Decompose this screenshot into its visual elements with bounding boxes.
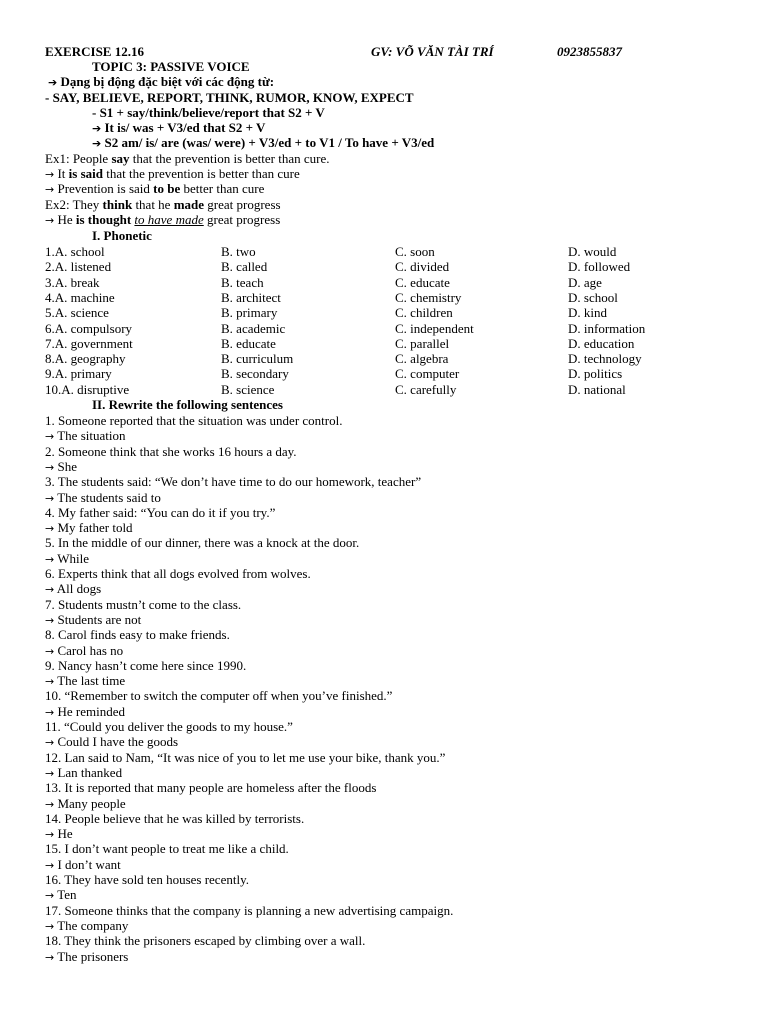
rewrite-answer-prompt: → All dogs [45, 581, 102, 597]
phonetic-option: D. technology [568, 351, 642, 367]
arrow-icon: → [45, 168, 55, 181]
rewrite-question: 2. Someone think that she works 16 hours a day. [45, 443, 297, 459]
arrow-icon: → [45, 613, 55, 627]
phonetic-option: B. curriculum [221, 351, 294, 367]
arrow-icon: → [45, 736, 55, 750]
phonetic-row [45, 321, 745, 336]
phonetic-option: B. two [221, 244, 256, 259]
phonetic-option: B. science [221, 381, 275, 397]
rewrite-question: 12. Lan said to Nam, “It was nice of you to let me use your bike, thank you.” [45, 749, 446, 765]
rewrite-answer-prompt: → Ten [45, 887, 77, 903]
rewrite-answer-prompt: → Students are not [45, 611, 142, 627]
rewrite-question: 6. Experts think that all dogs evolved from wolves. [45, 566, 311, 581]
rewrite-question: 11. “Could you deliver the goods to my house.” [45, 719, 293, 734]
phonetic-option: 9.A. primary [45, 366, 112, 382]
rewrite-question: 9. Nancy hasn’t come here since 1990. [45, 657, 247, 673]
phonetic-title: I. Phonetic [92, 228, 152, 243]
rewrite-question: 18. They think the prisoners escaped by climbing over a wall. [45, 933, 366, 949]
arrow-icon: → [45, 460, 55, 474]
phonetic-option: D. school [568, 289, 618, 305]
example-1-rewrite-1: → It is said that the prevention is better than cure [45, 166, 300, 181]
phonetic-option: C. soon [395, 244, 435, 259]
phonetic-row [45, 290, 745, 305]
rewrite-answer-prompt: → He [45, 826, 73, 842]
rewrite-question: 16. They have sold ten houses recently. [45, 872, 249, 887]
phonetic-option: D. followed [568, 259, 631, 275]
phonetic-option: D. politics [568, 366, 623, 382]
rewrite-question: 17. Someone thinks that the company is planning a new advertising campaign. [45, 902, 454, 918]
phonetic-option: D. education [568, 335, 635, 351]
phonetic-option: C. parallel [395, 335, 450, 351]
phonetic-option: C. educate [395, 274, 450, 290]
phonetic-option: B. teach [221, 274, 264, 290]
arrow-icon: → [45, 828, 55, 842]
formula-2: ➔ It is/ was + V3/ed that S2 + V [92, 120, 266, 135]
phonetic-option: 8.A. geography [45, 351, 126, 367]
phonetic-option: B. secondary [221, 366, 289, 382]
rewrite-question: 7. Students mustn’t come to the class. [45, 596, 242, 612]
rewrite-question: 3. The students said: “We don’t have time to do our homework, teacher” [45, 474, 422, 490]
arrow-icon: → [45, 183, 55, 196]
arrow-icon: → [45, 766, 55, 780]
phonetic-option: C. chemistry [395, 289, 462, 305]
phonetic-option: C. divided [395, 259, 450, 275]
example-2-rewrite: → He is thought to have made great progress [45, 212, 281, 227]
arrow-icon: → [45, 522, 55, 536]
rewrite-question: 1. Someone reported that the situation was under control. [45, 413, 343, 428]
rewrite-answer-prompt: → The students said to [45, 489, 161, 505]
arrow-icon: → [45, 797, 55, 811]
phonetic-row [45, 305, 745, 320]
example-1-rewrite-2: → Prevention is said to be better than cure [45, 181, 265, 196]
arrow-icon: ➔ [92, 137, 102, 150]
teacher-phone: 0923855837 [557, 44, 622, 59]
phonetic-row [45, 366, 745, 381]
rewrite-answer-prompt: → I don’t want [45, 856, 121, 872]
arrow-icon: ➔ [92, 122, 102, 135]
topic-title: TOPIC 3: PASSIVE VOICE [92, 59, 250, 74]
phonetic-option: B. primary [221, 305, 278, 321]
rewrite-answer-prompt: → The company [45, 917, 129, 933]
phonetic-option: 3.A. break [45, 274, 100, 290]
arrow-icon: → [45, 491, 55, 505]
arrow-icon: → [45, 705, 55, 719]
phonetic-row [45, 351, 745, 366]
arrow-icon: → [45, 552, 55, 566]
rewrite-answer-prompt: → While [45, 550, 89, 566]
teacher-name: GV: VÕ VĂN TÀI TRÍ [371, 44, 494, 59]
phonetic-row [45, 275, 745, 290]
rewrite-answer-prompt: → The situation [45, 428, 126, 444]
theory-verbs: - SAY, BELIEVE, REPORT, THINK, RUMOR, KNOW, EXPECT [45, 90, 414, 105]
formula-1: - S1 + say/think/believe/report that S2 + V [92, 105, 325, 120]
rewrite-title: II. Rewrite the following sentences [92, 397, 283, 412]
arrow-icon: → [45, 644, 55, 658]
arrow-icon: → [45, 214, 55, 227]
phonetic-option: 7.A. government [45, 335, 133, 351]
phonetic-option: B. called [221, 259, 268, 275]
rewrite-answer-prompt: → The prisoners [45, 948, 129, 964]
phonetic-row [45, 336, 745, 351]
phonetic-option: 5.A. science [45, 305, 109, 321]
phonetic-option: C. children [395, 305, 453, 321]
phonetic-option: D. would [568, 244, 617, 259]
phonetic-option: D. kind [568, 305, 607, 321]
phonetic-option: C. computer [395, 366, 460, 382]
arrow-icon: → [45, 675, 55, 689]
rewrite-answer-prompt: → My father told [45, 520, 133, 536]
rewrite-answer-prompt: → Could I have the goods [45, 734, 179, 750]
rewrite-question: 15. I don’t want people to treat me like a child. [45, 841, 289, 857]
phonetic-option: D. information [568, 320, 646, 336]
phonetic-option: D. national [568, 381, 626, 397]
rewrite-question: 4. My father said: “You can do it if you try.” [45, 504, 276, 520]
phonetic-option: B. architect [221, 289, 281, 305]
exercise-title: EXERCISE 12.16 [45, 44, 144, 59]
phonetic-option: 6.A. compulsory [45, 320, 133, 336]
rewrite-answer-prompt: → Carol has no [45, 642, 124, 658]
rewrite-answer-prompt: → The last time [45, 673, 126, 689]
rewrite-answer-prompt: → He reminded [45, 703, 125, 719]
phonetic-option: D. age [568, 274, 602, 290]
rewrite-question: 5. In the middle of our dinner, there was a knock at the door. [45, 535, 360, 551]
header [45, 44, 745, 59]
theory-intro: ➔ Dạng bị động đặc biệt với các động từ: [48, 74, 275, 89]
example-1: Ex1: People say that the prevention is better than cure. [45, 151, 330, 166]
rewrite-question: 10. “Remember to switch the computer off when you’ve finished.” [45, 688, 393, 704]
arrow-icon: ➔ [48, 76, 58, 89]
phonetic-row [45, 244, 745, 259]
rewrite-question: 14. People believe that he was killed by terrorists. [45, 810, 305, 826]
arrow-icon: → [45, 858, 55, 872]
rewrite-answer-prompt: → Lan thanked [45, 764, 123, 780]
arrow-icon: → [45, 583, 55, 597]
phonetic-option: B. educate [221, 335, 276, 351]
phonetic-option: C. carefully [395, 381, 457, 397]
rewrite-answer-prompt: → She [45, 458, 77, 474]
phonetic-option: 1.A. school [45, 244, 105, 259]
phonetic-row [45, 259, 745, 274]
rewrite-question: 13. It is reported that many people are homeless after the floods [45, 780, 377, 796]
arrow-icon: → [45, 950, 55, 964]
phonetic-option: 2.A. listened [45, 259, 112, 275]
phonetic-option: 10.A. disruptive [45, 381, 130, 397]
example-2: Ex2: They think that he made great progress [45, 197, 281, 212]
phonetic-option: 4.A. machine [45, 289, 115, 305]
rewrite-question: 8. Carol finds easy to make friends. [45, 627, 230, 643]
arrow-icon: → [45, 919, 55, 933]
arrow-icon: → [45, 430, 55, 444]
rewrite-answer-prompt: → Many people [45, 795, 126, 811]
formula-3: ➔ S2 am/ is/ are (was/ were) + V3/ed + to V1 / To have + V3/ed [92, 135, 435, 150]
phonetic-option: C. algebra [395, 351, 449, 367]
arrow-icon: → [45, 889, 55, 903]
phonetic-row [45, 382, 745, 397]
phonetic-option: B. academic [221, 320, 286, 336]
phonetic-option: C. independent [395, 320, 474, 336]
